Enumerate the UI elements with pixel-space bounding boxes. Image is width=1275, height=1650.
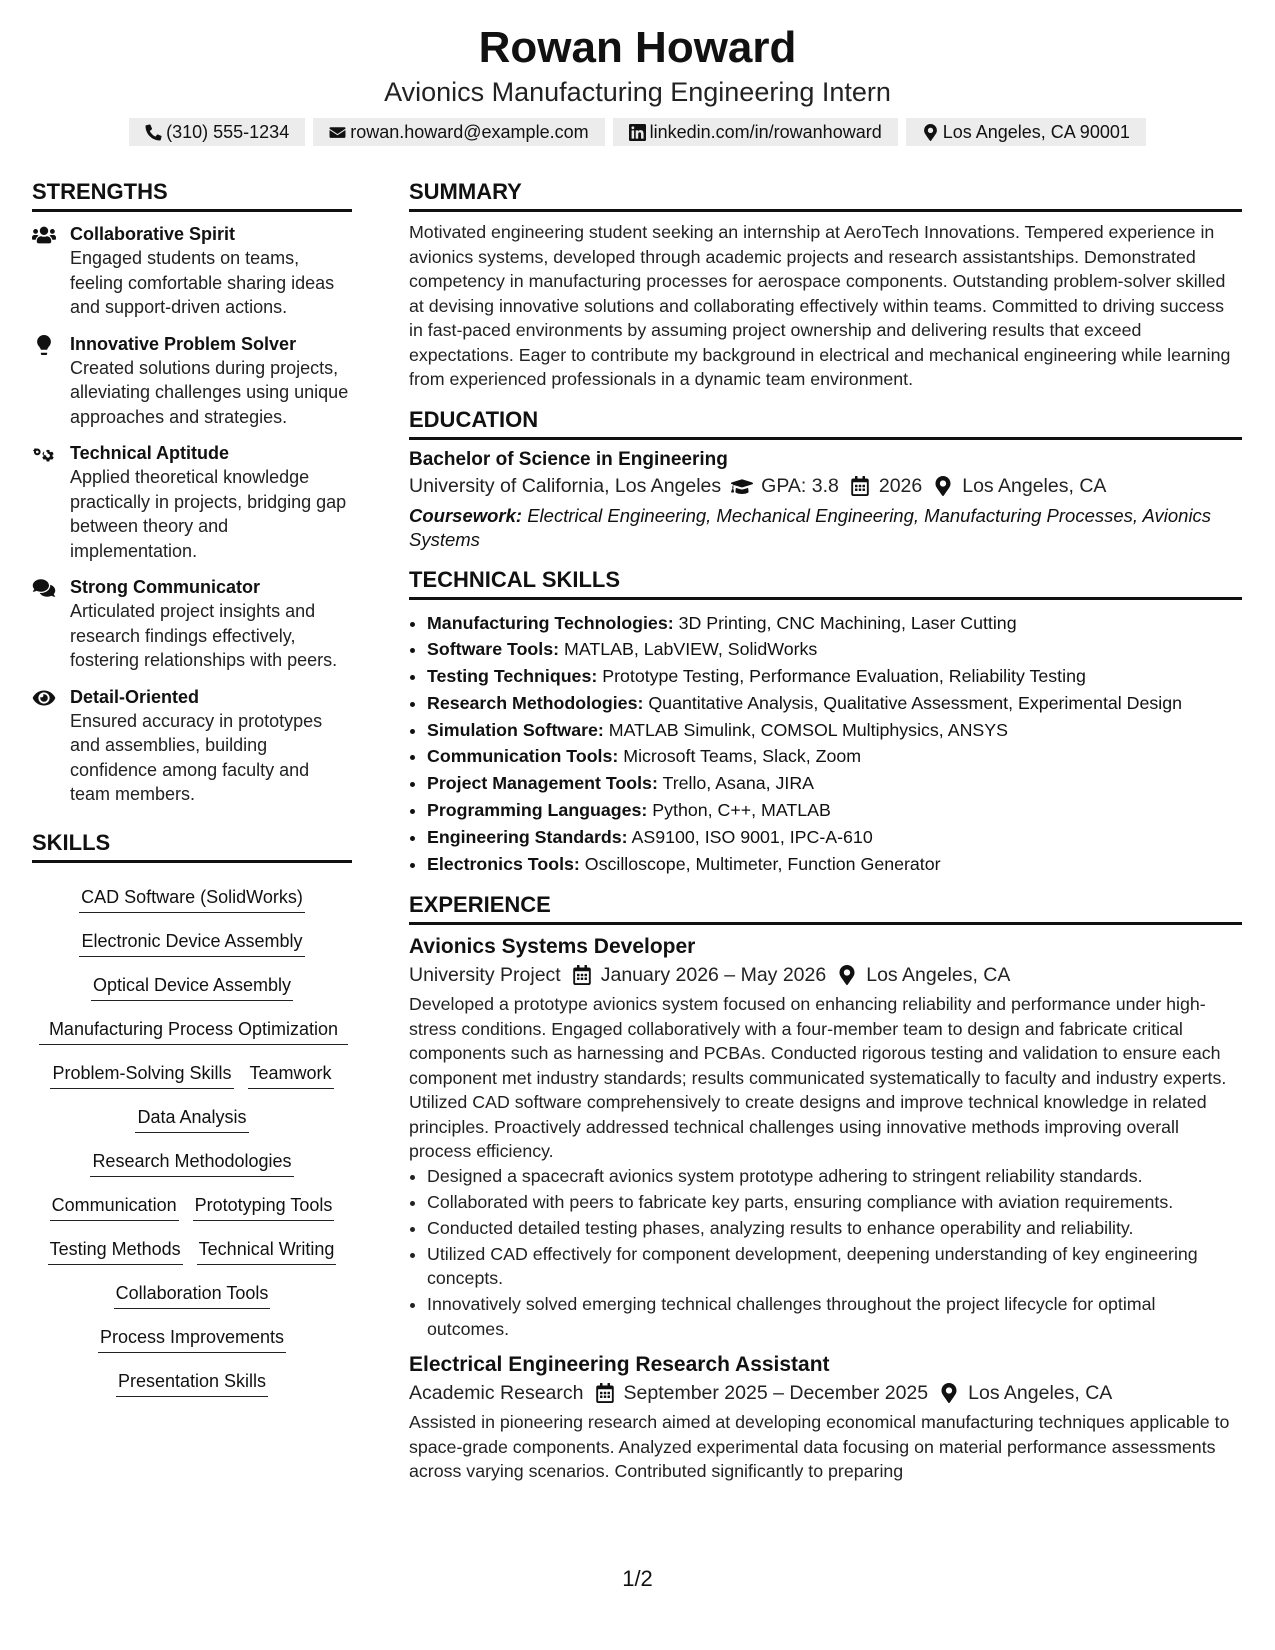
job-bullets xyxy=(409,1164,1242,1342)
resume-header xyxy=(0,0,1275,146)
calendar-icon xyxy=(594,1383,616,1403)
contact-location-text: Los Angeles, CA 90001 xyxy=(942,122,1130,142)
skill-tag: Testing Methods xyxy=(48,1236,183,1265)
envelope-icon xyxy=(329,124,346,141)
right-column xyxy=(409,178,1242,1484)
skill-tag: Technical Writing xyxy=(197,1236,337,1265)
experience-heading: EXPERIENCE xyxy=(409,891,1242,925)
skill-tag: Electronic Device Assembly xyxy=(79,928,304,957)
skill-tag: Manufacturing Process Optimization xyxy=(39,1016,348,1045)
job-location: Los Angeles, CA xyxy=(866,964,1011,987)
coursework xyxy=(409,504,1242,552)
job-description: Assisted in pioneering research aimed at developing economical manufacturing techniques applicable to space-grade components. Analyzed experimental data focusing on material performance assessments across varying scenarios. Contributed significantly to preparing xyxy=(409,1412,1230,1482)
school-name: University of California, Los Angeles xyxy=(409,474,722,497)
contact-linkedin-text: linkedin.com/in/rowanhoward xyxy=(649,122,882,142)
strength-title: Strong Communicator xyxy=(70,577,261,597)
list-item: • Collaborated with peers to fabricate key parts, ensuring compliance with aviation requirements. xyxy=(427,1190,1242,1215)
technical-skills-heading: TECHNICAL SKILLS xyxy=(409,566,1242,600)
list-item: • Electronics Tools: Oscilloscope, Multimeter, Function Generator xyxy=(427,851,1242,878)
strength-desc: Applied theoretical knowledge practically in projects, bridging gap between theory and implementation. xyxy=(70,467,347,561)
job-description: Developed a prototype avionics system focused on enhancing reliability and performance under high-stress conditions. Engaged collaboratively with a four-member team to design and fabricate critical components such as harnessing and PCBAs. Conducted rigorous testing and validation to ensure each component met industry standards; results communicated systematically to faculty and industry experts. Utilized CAD software comprehensively to create designs and improve technical knowledge in related principles. Proactively addressed technical challenges using innovative methods improving overall process efficiency. xyxy=(409,994,1227,1162)
skill-tag: Presentation Skills xyxy=(116,1368,268,1397)
skill-tag: Research Methodologies xyxy=(90,1148,293,1177)
strength-item xyxy=(32,222,352,320)
job-title: Electrical Engineering Research Assistant xyxy=(409,1353,830,1377)
list-item: • Communication Tools: Microsoft Teams, Slack, Zoom xyxy=(427,743,1242,770)
skill-tag: CAD Software (SolidWorks) xyxy=(79,884,305,913)
list-item: • Engineering Standards: AS9100, ISO 9001, IPC-A-610 xyxy=(427,824,1242,851)
coursework-label: Coursework: xyxy=(409,504,523,526)
phone-icon xyxy=(145,124,162,141)
contact-bar xyxy=(0,118,1275,146)
summary-heading: SUMMARY xyxy=(409,178,1242,212)
skill-tag: Data Analysis xyxy=(135,1104,248,1133)
left-column xyxy=(32,178,352,1407)
graduation-cap-icon xyxy=(731,476,753,496)
skill-tag: Optical Device Assembly xyxy=(91,972,293,1001)
skill-tag: Communication xyxy=(50,1192,179,1221)
education-heading: EDUCATION xyxy=(409,406,1242,440)
skill-tag: Collaboration Tools xyxy=(114,1280,271,1309)
skill-tag: Problem-Solving Skills xyxy=(50,1060,233,1089)
contact-phone-text: (310) 555-1234 xyxy=(166,122,290,142)
job-org: Academic Research xyxy=(409,1382,584,1405)
technical-skills-list xyxy=(409,610,1242,878)
skill-tag: Prototyping Tools xyxy=(193,1192,335,1221)
lightbulb-icon xyxy=(32,335,56,355)
contact-email[interactable] xyxy=(313,118,604,146)
list-item: • Conducted detailed testing phases, analyzing results to enhance operability and reliability. xyxy=(427,1216,1242,1241)
strength-desc: Engaged students on teams, feeling comfortable sharing ideas and support-driven actions. xyxy=(70,248,335,317)
list-item: • Software Tools: MATLAB, LabVIEW, SolidWorks xyxy=(427,636,1242,663)
strength-title: Detail-Oriented xyxy=(70,686,200,707)
linkedin-icon xyxy=(629,124,646,141)
strength-item xyxy=(32,441,352,563)
skill-tag: Process Improvements xyxy=(98,1324,286,1353)
job-meta xyxy=(409,961,1242,989)
contact-phone[interactable] xyxy=(129,118,305,146)
strength-desc: Ensured accuracy in prototypes and assemblies, building confidence among faculty and team members. xyxy=(70,710,323,804)
candidate-title: Avionics Manufacturing Engineering Intern xyxy=(384,77,891,107)
skills-list xyxy=(32,873,352,1407)
list-item: • Research Methodologies: Quantitative Analysis, Qualitative Assessment, Experimental Design xyxy=(427,690,1242,717)
job-title: Avionics Systems Developer xyxy=(409,935,696,959)
strength-title: Collaborative Spirit xyxy=(70,224,236,244)
strengths-heading: STRENGTHS xyxy=(32,178,352,212)
list-item: • Programming Languages: Python, C++, MATLAB xyxy=(427,797,1242,824)
skills-heading: SKILLS xyxy=(32,829,352,863)
calendar-icon xyxy=(571,965,593,985)
list-item: • Testing Techniques: Prototype Testing, Performance Evaluation, Reliability Testing xyxy=(427,663,1242,690)
location-pin-icon xyxy=(932,476,954,496)
list-item: • Utilized CAD effectively for component development, deepening understanding of key engineering concepts. xyxy=(427,1242,1242,1291)
eye-icon xyxy=(32,688,56,708)
location-pin-icon xyxy=(922,124,939,141)
page-indicator: 1/2 xyxy=(622,1566,653,1591)
calendar-icon xyxy=(849,476,871,496)
strength-item xyxy=(32,575,352,673)
location-pin-icon xyxy=(836,965,858,985)
job-org: University Project xyxy=(409,964,561,987)
gpa: GPA: 3.8 xyxy=(761,474,839,497)
strength-title: Technical Aptitude xyxy=(70,443,230,463)
location-pin-icon xyxy=(938,1383,960,1403)
job-dates: January 2026 – May 2026 xyxy=(600,964,827,987)
strength-item xyxy=(32,332,352,430)
comments-icon xyxy=(32,578,56,598)
list-item: • Project Management Tools: Trello, Asana, JIRA xyxy=(427,770,1242,797)
education-location: Los Angeles, CA xyxy=(962,474,1107,497)
degree-title: Bachelor of Science in Engineering xyxy=(409,448,728,470)
contact-linkedin[interactable] xyxy=(613,118,898,146)
list-item: • Manufacturing Technologies: 3D Printing, CNC Machining, Laser Cutting xyxy=(427,610,1242,637)
list-item: • Innovatively solved emerging technical challenges throughout the project lifecycle for optimal outcomes. xyxy=(427,1292,1242,1341)
contact-email-text: rowan.howard@example.com xyxy=(350,122,589,142)
candidate-name: Rowan Howard xyxy=(478,23,797,72)
summary-text: Motivated engineering student seeking an internship at AeroTech Innovations. Tempered experience in avionics systems, developed through academic projects and research assistantships. Demonstrated competency in manufacturing processes for aerospace components. Outstanding problem-solver skilled at devising innovative solutions and collaborating effectively within teams. Committed to driving success in fast-paced environments by assuming project ownership and delivering results that exceed expectations. Eager to contribute my background in electrical and mechanical engineering while learning from experienced professionals in a dynamic team environment. xyxy=(409,222,1231,389)
job-dates: September 2025 – December 2025 xyxy=(623,1382,929,1405)
graduation-year: 2026 xyxy=(878,474,923,497)
education-meta xyxy=(409,472,1242,500)
coursework-list: Electrical Engineering, Mechanical Engineering, Manufacturing Processes, Avionics Systems xyxy=(409,504,1212,550)
list-item: • Designed a spacecraft avionics system prototype adhering to stringent reliability standards. xyxy=(427,1164,1242,1189)
skill-tag: Teamwork xyxy=(248,1060,334,1089)
strength-desc: Created solutions during projects, alleviating challenges using unique approaches and strategies. xyxy=(70,357,349,427)
job-location: Los Angeles, CA xyxy=(968,1382,1113,1405)
users-icon xyxy=(32,225,56,245)
list-item: • Simulation Software: MATLAB Simulink, COMSOL Multiphysics, ANSYS xyxy=(427,717,1242,744)
strength-item xyxy=(32,685,352,807)
strength-title: Innovative Problem Solver xyxy=(70,333,297,354)
strength-desc: Articulated project insights and research findings effectively, fostering relationships with peers. xyxy=(70,601,338,670)
cogs-icon xyxy=(32,444,56,464)
contact-location xyxy=(906,118,1146,146)
job-meta xyxy=(409,1379,1242,1407)
